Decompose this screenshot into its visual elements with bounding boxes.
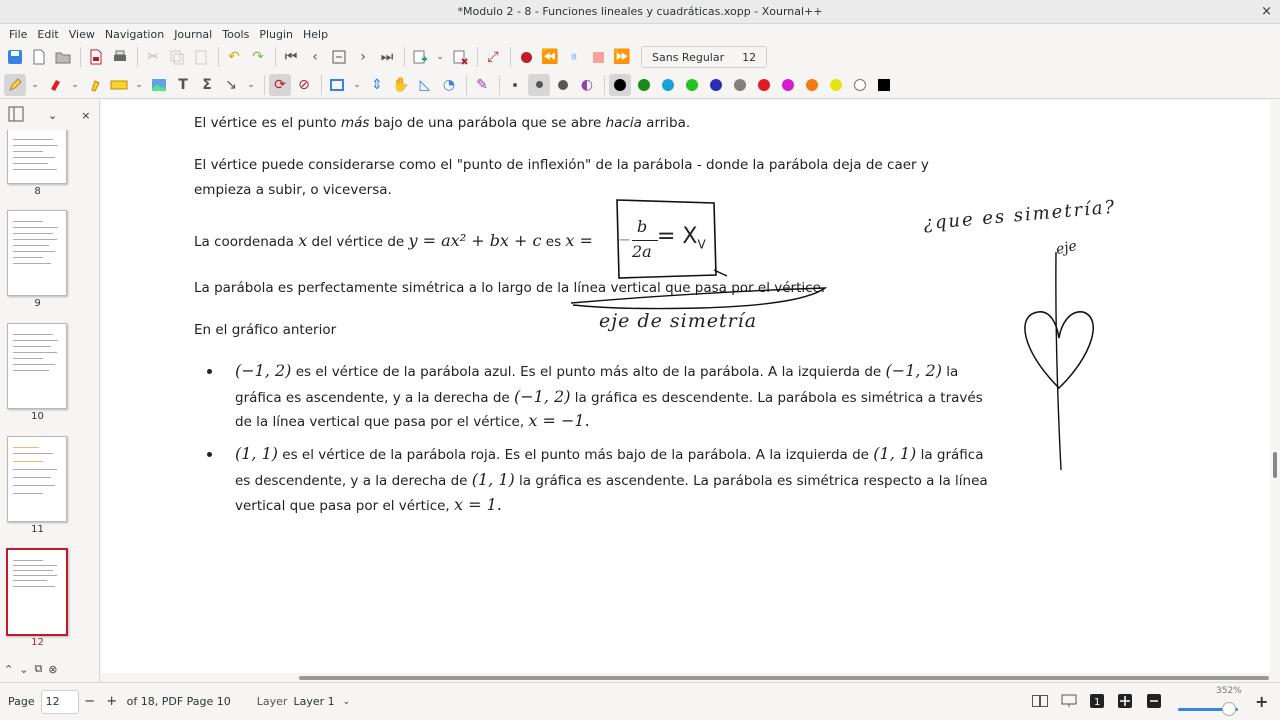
vertical-space-icon[interactable]: ⇕ — [371, 76, 383, 93]
latex-tool-icon[interactable]: Σ — [202, 76, 212, 93]
record-icon[interactable] — [515, 46, 537, 68]
handwriting-layer — [101, 100, 1270, 673]
menu-navigation[interactable]: Navigation — [104, 27, 165, 41]
page-decrement-button[interactable]: − — [84, 694, 96, 709]
first-page-icon[interactable]: ⏮ — [284, 49, 298, 65]
page-number: 9 — [34, 298, 41, 309]
paragraph-vertex-formula: La coordenada x del vértice de y = ax² + bx + c es x = — [194, 231, 593, 250]
paragraph-inflection-line1: El vértice puede considerarse como el "punto de inflexión" de la parábola - donde la parábola deja de caer y — [194, 157, 929, 173]
document-canvas[interactable] — [101, 100, 1270, 673]
paired-pages-icon[interactable] — [1032, 694, 1048, 711]
ink-x-vertex: = $X_V$ — [657, 224, 706, 252]
goto-page-icon[interactable] — [328, 46, 350, 68]
paste-icon[interactable] — [190, 46, 212, 68]
sidebar-header — [0, 100, 99, 130]
bullet1-line1: (−1, 2) es el vértice de la parábola azul. Es el punto más alto de la parábola. A la izquierda de (−1, 2) la — [235, 361, 959, 380]
shape-recognizer-icon[interactable]: ⟳ — [269, 74, 291, 96]
color-gray[interactable] — [729, 74, 751, 96]
page-thumbnails — [0, 130, 100, 655]
color-light-green[interactable] — [681, 74, 703, 96]
paragraph-symmetry: La parábola es perfectamente simétrica a lo largo de la línea vertical que pasa por el vértice. — [194, 280, 826, 296]
color-yellow[interactable] — [825, 74, 847, 96]
pause-icon[interactable]: ⏸ — [570, 49, 578, 65]
page-number-input[interactable]: 12 — [41, 690, 79, 714]
rewind-icon[interactable]: ⏪ — [541, 49, 559, 65]
rectangle-icon[interactable] — [326, 74, 348, 96]
color-green[interactable] — [633, 74, 655, 96]
color-orange[interactable] — [801, 74, 823, 96]
font-size: 12 — [742, 50, 757, 64]
ruler-icon[interactable]: ⊘ — [298, 76, 310, 93]
chevron-down-icon[interactable]: ⌄ — [71, 79, 79, 90]
bullet2-line1: (1, 1) es el vértice de la parábola roja. Es el punto más bajo de la parábola. A la izquierda de (1, 1) la gráfica — [235, 444, 984, 463]
last-page-icon[interactable]: ⏭ — [380, 49, 394, 65]
color-red[interactable] — [753, 74, 775, 96]
medium-stroke-icon[interactable] — [528, 74, 550, 96]
chevron-down-icon[interactable]: ⌄ — [247, 79, 255, 90]
pen-tool-icon[interactable] — [4, 74, 26, 96]
fast-forward-icon[interactable]: ⏩ — [613, 49, 631, 65]
delete-page-icon[interactable] — [449, 46, 471, 68]
eraser-tool-icon[interactable] — [44, 74, 66, 96]
layer-label: Layer — [256, 695, 288, 708]
zoom-100-icon[interactable] — [1090, 694, 1104, 711]
chevron-down-icon[interactable]: ⌄ — [353, 79, 361, 90]
tools-toolbar — [0, 71, 1280, 99]
fullscreen-icon[interactable]: ⤢ — [487, 49, 499, 65]
color-magenta[interactable] — [777, 74, 799, 96]
presentation-mode-icon[interactable] — [1061, 694, 1077, 711]
horizontal-scrollbar[interactable] — [101, 673, 1270, 682]
menu-tools[interactable]: Tools — [222, 27, 250, 41]
menu-plugin[interactable]: Plugin — [259, 27, 294, 41]
hand-tool-icon[interactable]: ✋ — [392, 76, 410, 93]
paragraph-graph-intro: En el gráfico anterior — [194, 322, 337, 338]
setsquare-icon[interactable]: ◺ — [419, 76, 431, 93]
chevron-down-icon[interactable]: ⌄ — [342, 696, 351, 707]
title-bar — [0, 0, 1280, 24]
svg-text:1: 1 — [1094, 697, 1101, 708]
shapes-tool-icon[interactable] — [108, 74, 130, 96]
color-cyan[interactable] — [657, 74, 679, 96]
menu-journal[interactable]: Journal — [174, 27, 213, 41]
ink-brace-under-text — [571, 288, 825, 309]
ink-question: ¿que es simetría? — [922, 196, 1118, 235]
window-title: *Modulo 2 - 8 - Funciones lineales y cuadráticas.xopp - Xournal++ — [457, 5, 823, 18]
menu-help[interactable]: Help — [303, 27, 329, 41]
menu-file[interactable]: File — [9, 27, 28, 41]
chevron-down-icon[interactable]: ⌄ — [436, 52, 444, 62]
new-document-icon[interactable] — [28, 46, 50, 68]
fill-icon[interactable]: ◐ — [580, 76, 594, 93]
page-thumbnail[interactable] — [7, 436, 67, 522]
page-thumbnail[interactable] — [7, 130, 67, 184]
fraction-denominator: 2a — [632, 242, 652, 261]
open-folder-icon[interactable] — [52, 46, 74, 68]
page-thumbnail[interactable] — [7, 210, 67, 296]
previous-page-icon[interactable]: ‹ — [312, 49, 318, 65]
formula-minus: − — [618, 230, 632, 249]
zoom-out-icon[interactable] — [1147, 694, 1161, 711]
zoom-slider-handle[interactable] — [1222, 702, 1236, 716]
paragraph-inflection-line2: empieza a subir, o viceversa. — [194, 182, 392, 198]
menu-view[interactable]: View — [68, 27, 95, 41]
sidebar-footer — [0, 656, 100, 682]
bullet2-line3: vertical que pasa por el vértice, x = 1. — [235, 495, 502, 514]
ink-heart — [1025, 312, 1093, 388]
print-icon[interactable] — [109, 46, 131, 68]
color-black[interactable] — [609, 74, 631, 96]
menu-edit[interactable]: Edit — [37, 27, 59, 41]
vertical-scrollbar[interactable] — [1270, 100, 1280, 673]
copy-icon[interactable] — [166, 46, 188, 68]
zoom-in-icon[interactable]: + — [1255, 692, 1269, 711]
bullet2-line2: es descendente, y a la derecha de (1, 1) la gráfica es ascendente. La parábola es simétrica respecto a la línea — [235, 470, 988, 489]
save-icon[interactable] — [4, 46, 26, 68]
page-increment-button[interactable]: + — [106, 694, 118, 709]
page-thumbnail-selected[interactable] — [6, 548, 68, 636]
cut-icon[interactable]: ✂ — [147, 49, 159, 65]
ink-symmetry-axis — [1056, 252, 1061, 470]
zoom-level: 352% — [1216, 686, 1242, 696]
bullet1-line2: gráfica es ascendente, y a la derecha de (−1, 2) la gráfica es descendente. La parábola es simétrica a través — [235, 387, 983, 406]
page-preview-sidebar — [0, 100, 100, 682]
chevron-down-icon[interactable]: ⌄ — [48, 108, 58, 122]
page-number: 8 — [34, 186, 41, 197]
color-picker[interactable] — [873, 74, 895, 96]
sidebar-view-icon[interactable] — [8, 106, 24, 125]
thick-stroke-icon[interactable] — [552, 74, 574, 96]
font-name: Sans Regular — [652, 50, 725, 64]
page-number: 11 — [31, 524, 44, 535]
page-number: 10 — [31, 411, 44, 422]
fraction-numerator: b — [637, 217, 648, 236]
redo-icon[interactable]: ↷ — [252, 49, 264, 65]
page-thumbnail[interactable] — [7, 323, 67, 409]
ink-eje-label: eje — [1054, 237, 1079, 259]
copy-page-icon[interactable]: ⧉ — [34, 662, 43, 675]
layer-selector[interactable]: Layer 1 — [293, 695, 335, 708]
move-page-down-icon[interactable]: ⌄ — [19, 662, 29, 676]
insert-page-icon[interactable] — [409, 46, 431, 68]
font-selector[interactable] — [641, 46, 767, 68]
status-bar — [0, 682, 1280, 720]
main-toolbar — [0, 43, 1280, 71]
default-tools-icon[interactable]: ✎ — [476, 76, 488, 93]
delete-page-icon[interactable]: ⊗ — [48, 662, 58, 676]
page-number-selected: 12 — [31, 637, 44, 648]
thin-stroke-icon[interactable] — [504, 74, 526, 96]
ink-eje-de-simetria: eje de simetría — [599, 310, 758, 332]
bullet1-line3: de la línea vertical que pasa por el vértice, x = −1. — [235, 411, 590, 430]
color-blue[interactable] — [705, 74, 727, 96]
page-count-text: of 18, PDF Page 10 — [126, 695, 231, 708]
text-tool-icon[interactable]: T — [178, 76, 188, 93]
menu-bar — [0, 24, 1280, 44]
zoom-fit-icon[interactable] — [1118, 694, 1132, 711]
highlighter-tool-icon[interactable] — [84, 74, 106, 96]
undo-icon[interactable]: ↶ — [228, 49, 240, 65]
select-tool-icon[interactable]: ↘ — [225, 76, 237, 93]
compass-icon[interactable]: ◔ — [442, 76, 456, 93]
paragraph-vertex-definition: El vértice es el punto más bajo de una parábola que se abre hacia arriba. — [194, 115, 691, 131]
page-label: Page — [8, 695, 35, 708]
chevron-down-icon[interactable]: ⌄ — [31, 79, 39, 90]
close-icon[interactable]: × — [1261, 4, 1272, 19]
chevron-down-icon[interactable]: ⌄ — [135, 79, 143, 90]
export-pdf-icon[interactable] — [85, 46, 107, 68]
close-sidebar-icon[interactable]: × — [81, 108, 91, 122]
image-tool-icon[interactable] — [148, 74, 170, 96]
stop-icon[interactable] — [587, 46, 609, 68]
color-white[interactable] — [849, 74, 871, 96]
move-page-up-icon[interactable]: ⌃ — [4, 662, 14, 676]
next-page-icon[interactable]: › — [360, 49, 366, 65]
